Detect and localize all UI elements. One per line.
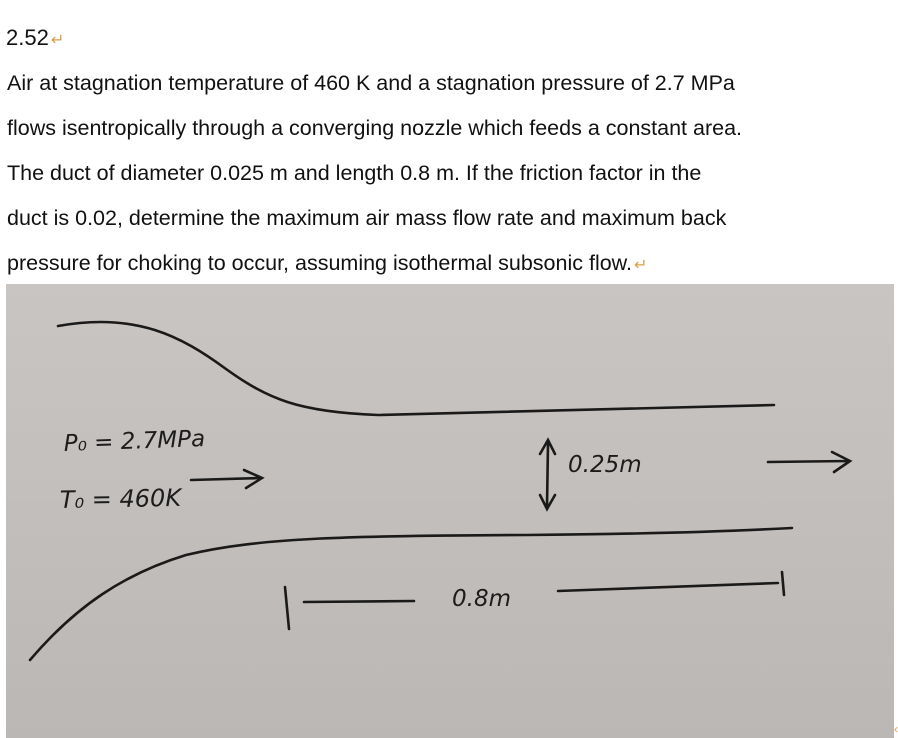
problem-statement xyxy=(7,66,892,291)
length-tick-right xyxy=(782,572,784,595)
problem-line-3: The duct of diameter 0.025 m and length 0.8 m. If the friction factor in the xyxy=(7,161,702,185)
problem-line-2: flows isentropically through a converging nozzle which feeds a constant area. xyxy=(7,116,742,140)
nozzle-lower-wall xyxy=(30,528,792,660)
nozzle-sketch xyxy=(6,284,894,738)
problem-number xyxy=(6,24,64,55)
length-line-right xyxy=(558,583,778,591)
nozzle-upper-wall xyxy=(58,322,774,415)
problem-number-text: 2.52 xyxy=(6,25,49,50)
problem-line-5-text: pressure for choking to occur, assuming isothermal subsonic flow. xyxy=(7,251,632,275)
flow-arrow-left xyxy=(191,470,262,488)
length-label: 0.8m xyxy=(452,586,511,612)
return-mark-icon: ↵ xyxy=(50,32,65,49)
problem-line-4: duct is 0.02, determine the maximum air mass flow rate and maximum back xyxy=(7,206,727,230)
stagnation-temp-label: T₀ = 460K xyxy=(59,483,182,514)
diameter-arrow xyxy=(540,440,555,509)
corner-mark-icon: ‹ xyxy=(894,722,898,736)
nozzle-sketch-photo xyxy=(6,284,894,738)
return-mark-icon: ↵ xyxy=(634,257,648,274)
stagnation-pressure-label: P₀ = 2.7MPa xyxy=(63,426,206,457)
length-line-left xyxy=(304,601,414,602)
length-tick-left xyxy=(285,587,289,629)
flow-arrow-right xyxy=(768,452,850,472)
problem-line-1: Air at stagnation temperature of 460 K and a stagnation pressure of 2.7 MPa xyxy=(7,71,735,95)
diameter-label: 0.25m xyxy=(568,452,642,478)
